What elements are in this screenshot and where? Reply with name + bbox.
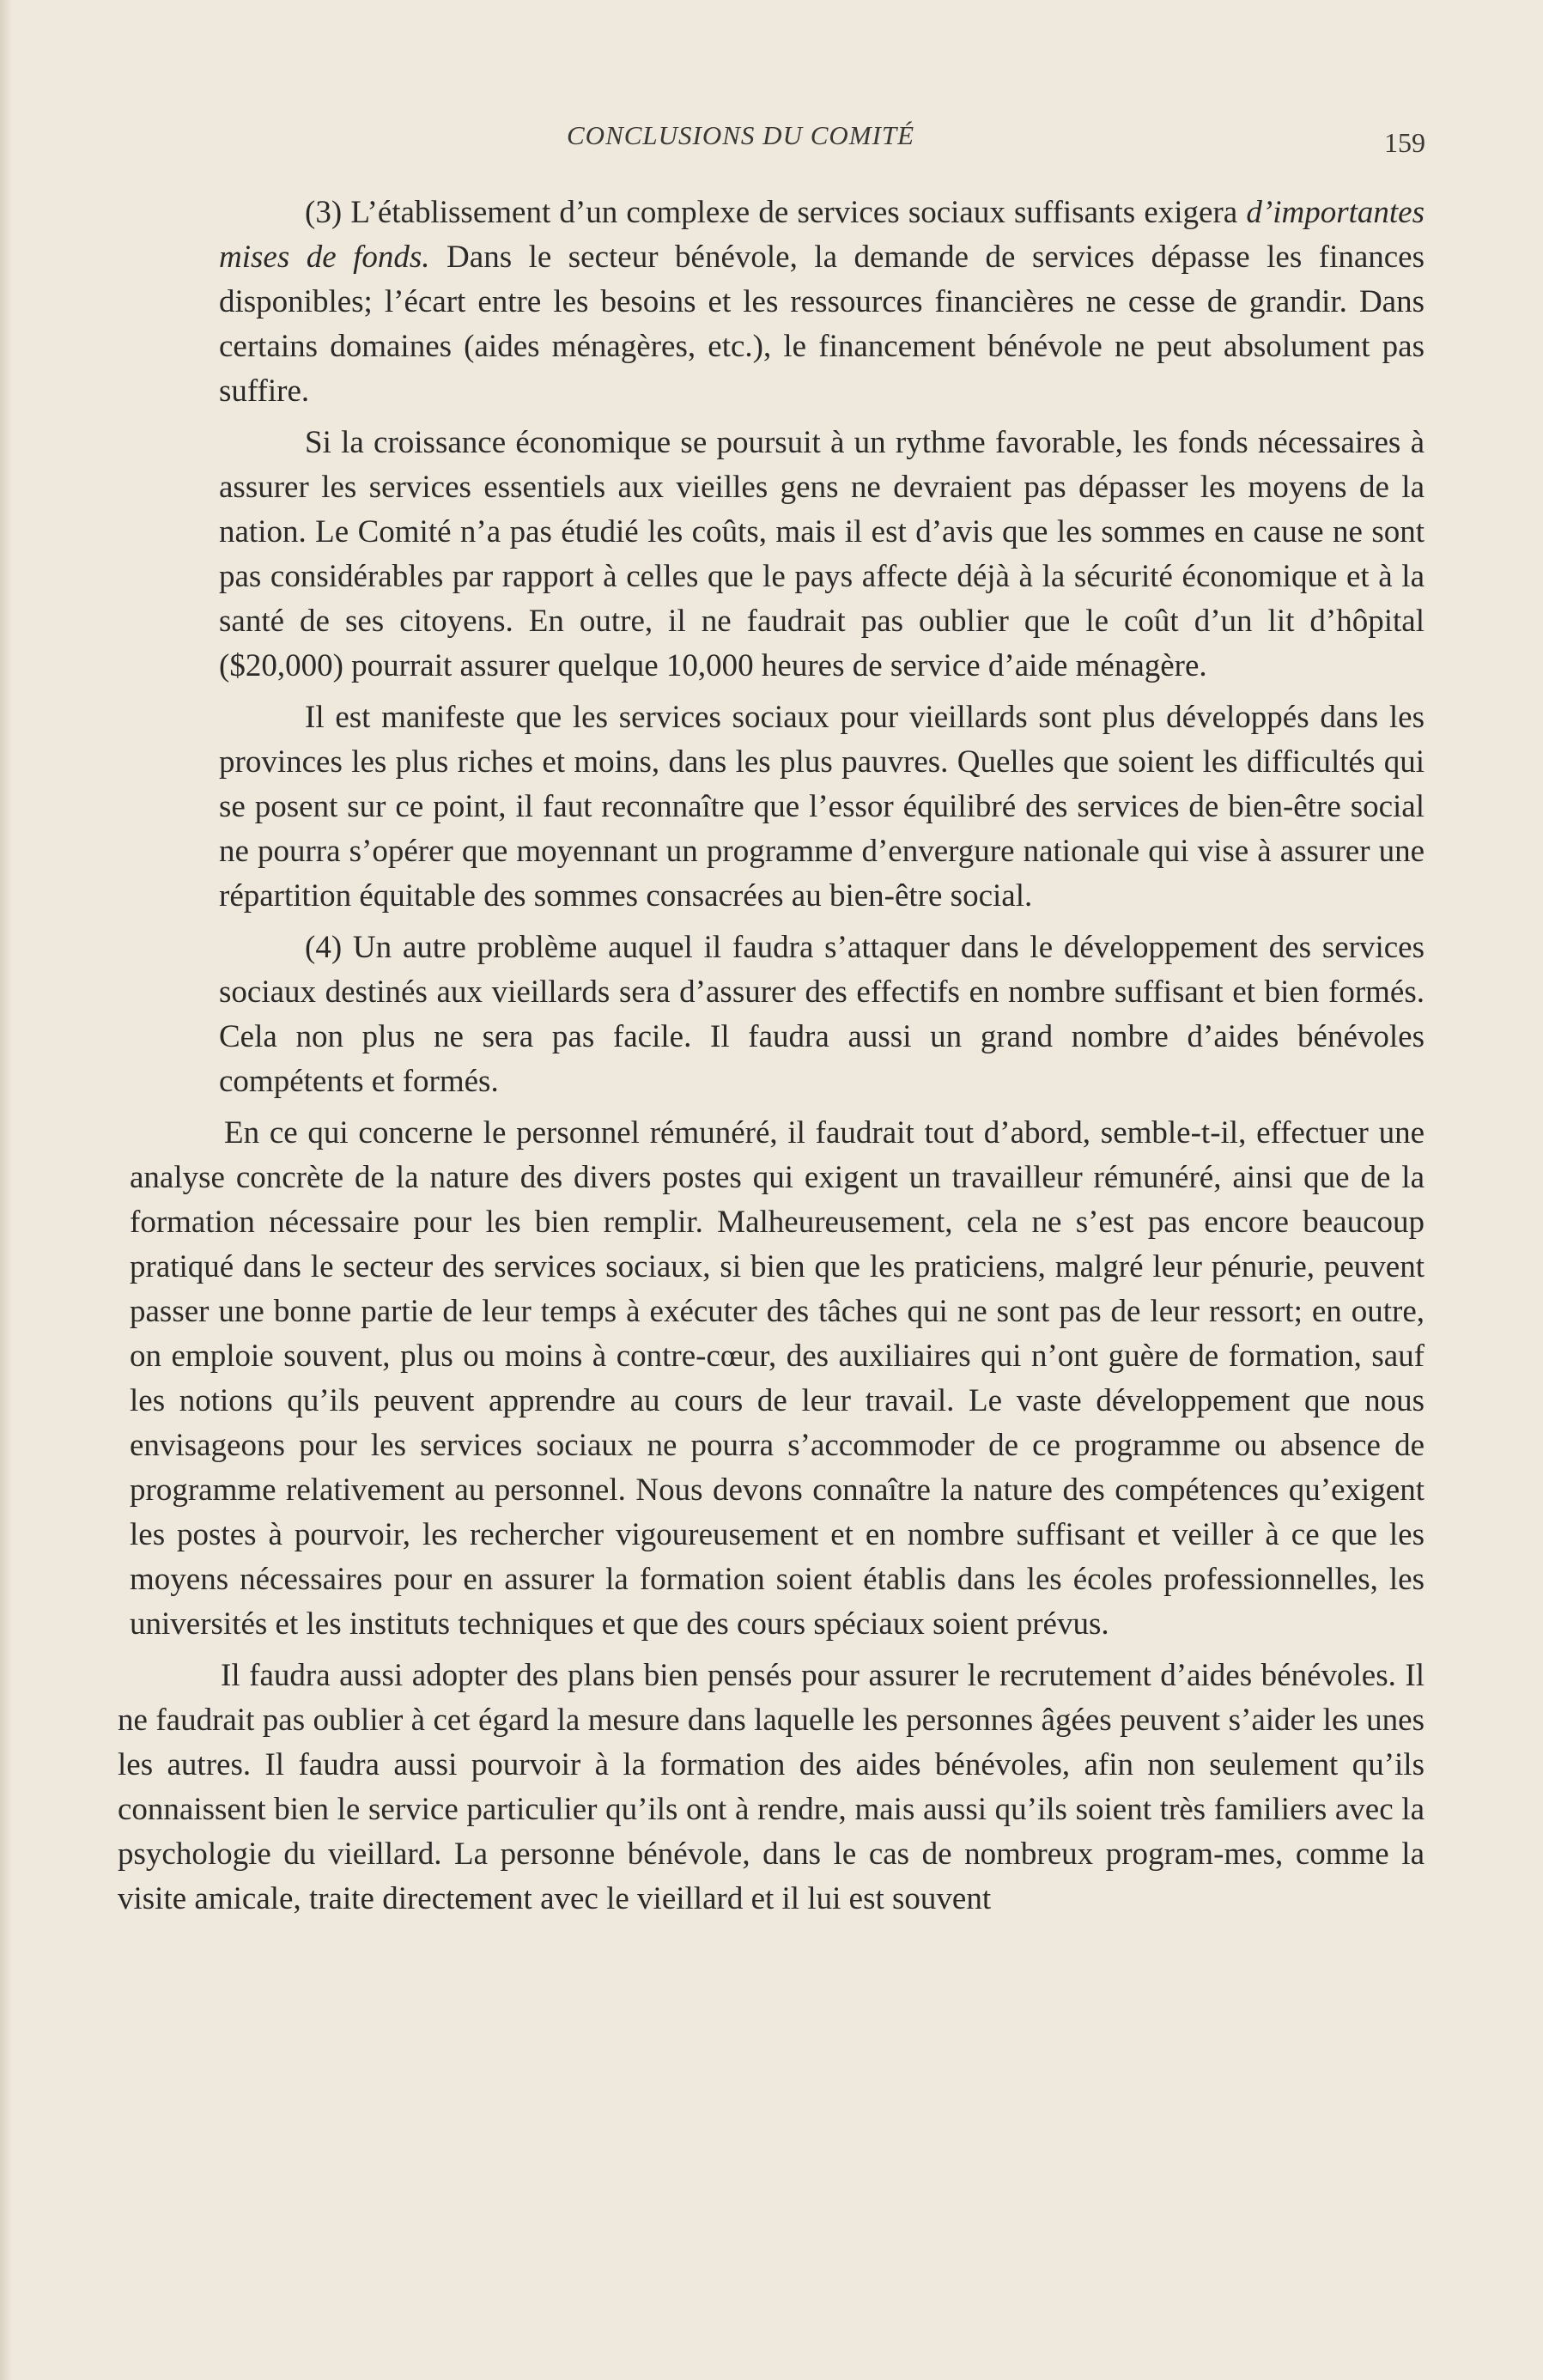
paragraph-6: Il faudra aussi adopter des plans bien pensés pour assurer le recrutement d’aides bénévoles. Il ne faudrait pas oublier à cet égard la mesure dans laquelle les personnes âgées peuvent s’aider les unes les autres. Il faudra aussi pourvoir à la formation des aides bénévoles, afin non seulement qu’ils connaissent bien le service particulier qu’ils ont à rendre, mais aussi qu’ils soient très familiers avec la psychologie du vieillard. La personne bénévole, dans le cas de nombreux program-mes, comme la visite amicale, traite directement avec le vieillard et il lui est souvent [118, 1658, 1425, 1916]
page-number: 159 [1384, 127, 1425, 158]
body-text [118, 191, 1425, 1928]
paragraph-1-lead: (3) L’établissement d’un complexe de services sociaux suffisants exigera [305, 195, 1247, 230]
paragraph-1 [219, 191, 1425, 414]
paragraph-2: Si la croissance économique se poursuit à un rythme favorable, les fonds nécessaires à assurer les services essentiels aux vieilles gens ne devraient pas dépasser les moyens de la nation. Le Comité n’a pas étudié les coûts, mais il est d’avis que les sommes en cause ne sont pas considérables par rapport à celles que le pays affecte déjà à la sécurité économique et à la santé de ses citoyens. En outre, il ne faudrait pas oublier que le coût d’un lit d’hôpital ($20,000) pourrait assurer quelque 10,000 heures de service d’aide ménagère. [219, 425, 1425, 683]
paragraph-1-emphasis: d’importantes mises de fonds. [219, 195, 1425, 275]
paragraph-1-rest: Dans le secteur bénévole, la demande de services dépasse les finances disponibles; l’écart entre les besoins et les ressources financières ne cesse de grandir. Dans certains domaines (aides ménagères, etc.), le financement bénévole ne peut absolument pas suffire. [219, 240, 1425, 409]
page-edge-shadow [0, 0, 12, 2380]
paragraph-3: Il est manifeste que les services sociaux pour vieillards sont plus développés dans les provinces les plus riches et moins, dans les plus pauvres. Quelles que soient les difficultés qui se posent sur ce point, il faut reconnaître que l’essor équilibré des services de bien-être social ne pourra s’opérer que moyennant un programme d’envergure nationale qui vise à assurer une répartition équitable des sommes consacrées au bien-être social. [219, 700, 1425, 914]
paragraph-4: (4) Un autre problème auquel il faudra s’attaquer dans le développement des services sociaux destinés aux vieillards sera d’assurer des effectifs en nombre suffisant et bien formés. Cela non plus ne sera pas facile. Il faudra aussi un grand nombre d’aides bénévoles compétents et formés. [219, 930, 1425, 1099]
running-head: CONCLUSIONS DU COMITÉ [567, 120, 915, 150]
paragraph-5: En ce qui concerne le personnel rémunéré, il faudrait tout d’abord, semble-t-il, effectuer une analyse concrète de la nature des divers postes qui exigent un travailleur rémunéré, ainsi que de la formation nécessaire pour les bien remplir. Malheureusement, cela ne s’est pas encore beaucoup pratiqué dans le secteur des services sociaux, si bien que les praticiens, malgré leur pénurie, peuvent passer une bonne partie de leur temps à exécuter des tâches qui ne sont pas de leur ressort; en outre, on emploie souvent, plus ou moins à contre-cœur, des auxiliaires qui n’ont guère de formation, sauf les notions qu’ils peuvent apprendre au cours de leur travail. Le vaste développement que nous envisageons pour les services sociaux ne pourra s’accommoder de ce programme ou absence de programme relativement au personnel. Nous devons connaître la nature des compétences qu’exigent les postes à pourvoir, les rechercher vigoureusement et en nombre suffisant et veiller à ce que les moyens nécessaires pour en assurer la formation soient établis dans les écoles professionnelles, les universités et les instituts techniques et que des cours spéciaux soient prévus. [130, 1115, 1425, 1642]
